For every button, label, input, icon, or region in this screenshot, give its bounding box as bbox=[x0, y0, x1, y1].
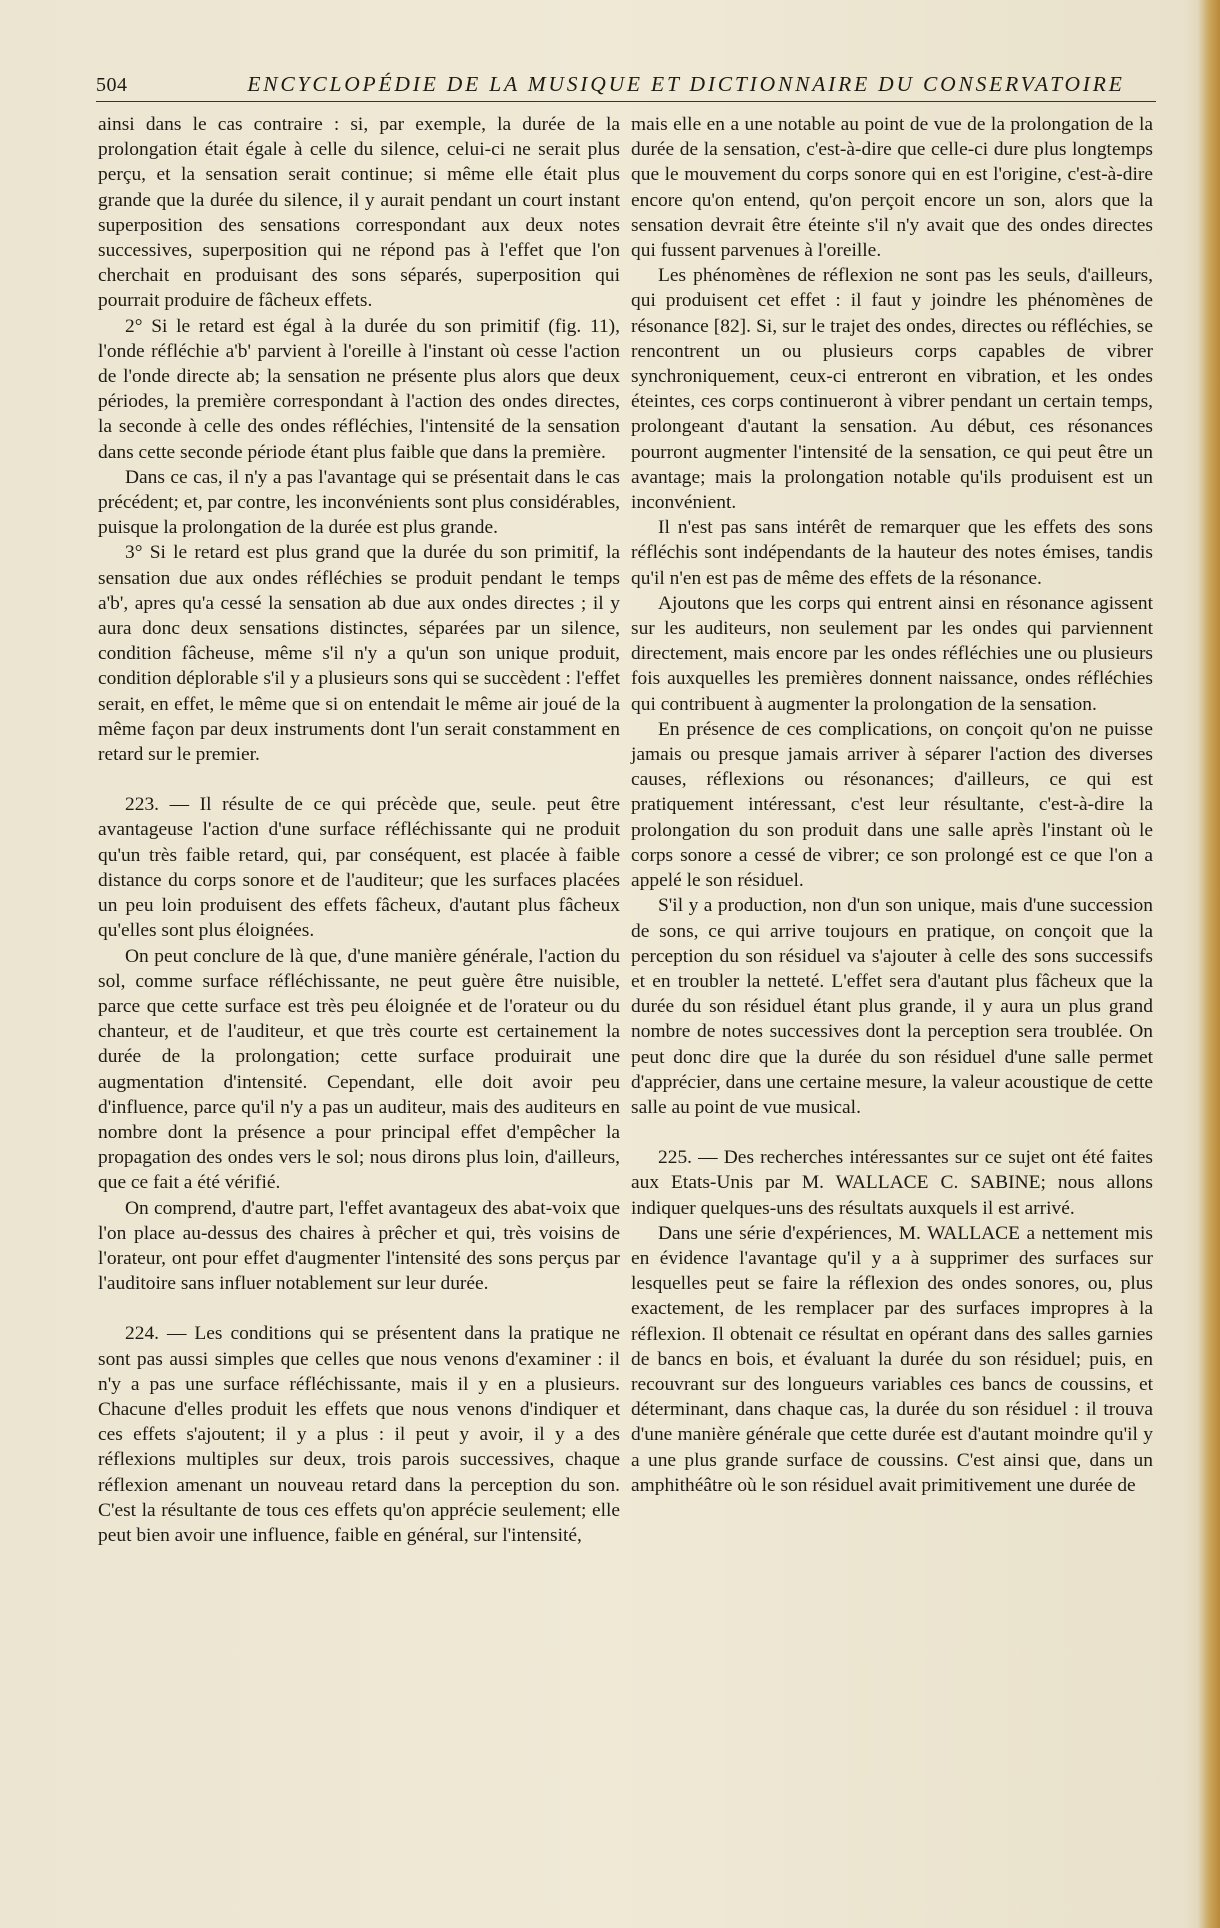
paragraph: Les phénomènes de réflexion ne sont pas les seuls, d'ailleurs, qui produisent cet effet : il faut y joindre les phénomènes de résonance [82]. Si, sur le trajet des ondes, directes ou réfléchies, se rencontrent un ou plusieurs corps capables de vibrer synchroniquement, ceux-ci entreront en vibration, et les ondes éteintes, ces corps continueront à vibrer pendant un certain temps, prolongeant d'autant la sensation. Au début, ces résonances pourront augmenter l'intensité de la sensation, ce qui peut être un avantage; mais la prolongation notable qu'ils produisent est un inconvénient. bbox=[631, 265, 1153, 514]
paragraph: Ajoutons que les corps qui entrent ainsi en résonance agissent sur les auditeurs, non seulement par les ondes qui parviennent directement, mais encore par les ondes réfléchies une ou plusieurs fois auxquelles les premières donnent naissance, ondes réfléchies qui contribuent à augmenter la prolongation de la sensation. bbox=[631, 592, 1153, 715]
paragraph: ainsi dans le cas contraire : si, par exemple, la durée de la prolongation était égale à celle du silence, celui-ci ne serait plus perçu, et la sensation serait continue; si même elle était plus grande que la durée du silence, il y aurait pendant un court instant superposition des sensations correspondant aux deux notes successives, superposition qui ne répond pas à l'effet que l'on cherchait en produisant des sons séparés, superposition qui pourrait produire de fâcheux effets. bbox=[98, 114, 620, 312]
paragraph: On comprend, d'autre part, l'effet avantageux des abat-voix que l'on place au-dessus des chaires à prêcher et qui, très voisins de l'orateur, ont pour effet d'augmenter l'intensité des sons perçus par l'auditoire sans influer notablement sur leur durée. bbox=[98, 1197, 620, 1295]
section-224-paragraph: 224. — Les conditions qui se présentent dans la pratique ne sont pas aussi simples que celles que nous venons d'examiner : il n'y a pas une surface réfléchissante, mais il y en a plusieurs. Chacune d'elles produit les effets que nous venons d'indiquer et ces effets s'ajoutent; il y a plus : il peut y avoir, il y a des réflexions multiples sur deux, trois parois successives, chaque réflexion amenant un nouveau retard dans la perception du son. C'est la résultante de tous ces effets qu'on apprécie seulement; elle peut bien avoir une influence, faible en général, sur l'intensité, bbox=[98, 1323, 620, 1546]
paragraph: Il n'est pas sans intérêt de remarquer que les effets des sons réfléchis sont indépendants de la hauteur des notes émises, tandis qu'il n'en est pas de même des effets de la résonance. bbox=[631, 517, 1153, 589]
right-column bbox=[631, 112, 1153, 1498]
paragraph: S'il y a production, non d'un son unique, mais d'une succession de sons, ce qui arrive toujours en pratique, on conçoit que la perception du son résiduel va s'ajouter à celle des sons successifs et en troubler la netteté. L'effet sera d'autant plus fâcheux que la durée du son résiduel étant plus grande, il y aura un plus grand nombre de notes successives dont la perception sera troublée. On peut donc dire que la durée du son résiduel d'une salle permet d'apprécier, dans une certaine mesure, la valeur acoustique de cette salle au point de vue musical. bbox=[631, 895, 1153, 1118]
paragraph: 3° Si le retard est plus grand que la durée du son primitif, la sensation due aux ondes réfléchies se produit pendant le temps a'b', apres qu'a cessé la sensation ab due aux ondes directes ; il y aura donc deux sensations distinctes, séparées par un silence, condition fâcheuse, même s'il n'y a qu'un son unique produit, condition déplorable s'il y a plusieurs sons qui se succèdent : l'effet serait, en effet, le même que si on entendait le même air joué de la même façon par deux instruments dont l'un serait constamment en retard sur le premier. bbox=[98, 542, 620, 766]
running-title: ENCYCLOPÉDIE DE LA MUSIQUE ET DICTIONNAIRE DU CONSERVATOIRE bbox=[247, 72, 1125, 96]
section-225-paragraph: 225. — Des recherches intéressantes sur ce sujet ont été faites aux Etats-Unis par M. WALLACE C. SABINE; nous allons indiquer quelques-uns des résultats auxquels il est arrivé. bbox=[631, 1147, 1153, 1219]
running-head bbox=[96, 70, 1156, 100]
page-edge bbox=[1198, 0, 1220, 1928]
paragraph: On peut conclure de là que, d'une manière générale, l'action du sol, comme surface réfléchissante, ne peut guère être nuisible, parce que cette surface est très peu éloignée et de l'orateur ou du chanteur, et de l'auditeur, et que très courte est certainement la durée de la prolongation; cette surface produirait une augmentation d'intensité. Cependant, elle doit avoir peu d'influence, parce qu'il n'y a pas un auditeur, mais des auditeurs en nombre dont la présence a pour principal effet d'empêcher la propagation des ondes vers le sol; nous dirons plus loin, d'ailleurs, que ce fait a été vérifié. bbox=[98, 945, 620, 1194]
paragraph: Dans une série d'expériences, M. WALLACE a nettement mis en évidence l'avantage qu'il y a à supprimer des surfaces sur lesquelles peut se faire la réflexion des ondes sonores, ou, plus exactement, de les remplacer par des surfaces impropres à la réflexion. Il obtenait ce résultat en opérant dans des salles garnies de bancs en bois, et évaluant la durée du son résiduel; puis, en recouvrant sur des longueurs variables ces bancs de coussins, et déterminant, dans chaque cas, la durée du son résiduel : il trouva d'une manière générale que cette durée est d'autant moindre qu'il y a une plus grande surface de coussins. C'est ainsi que, dans un amphithéâtre où le son résiduel avait primitivement une durée de bbox=[631, 1222, 1153, 1496]
header-rule bbox=[96, 101, 1156, 102]
paragraph: mais elle en a une notable au point de vue de la prolongation de la durée de la sensation, c'est-à-dire que celle-ci dure plus longtemps que le mouvement du corps sonore qui en est l'origine, c'est-à-dire encore qu'on entend, qu'on perçoit encore un son, alors que la sensation devrait être éteinte s'il n'y avait que des ondes directes qui fussent parvenues à l'oreille. bbox=[631, 114, 1153, 262]
paragraph: En présence de ces complications, on conçoit qu'on ne puisse jamais ou presque jamais arriver à séparer l'action des diverses causes, réflexions ou résonances; d'ailleurs, ce qui est pratiquement intéressant, c'est leur résultante, c'est-à-dire la prolongation du son produit dans une salle après l'instant où le corps sonore a cessé de vibrer; ce son prolongé est ce que l'on a appelé le son résiduel. bbox=[631, 718, 1153, 892]
paragraph: Dans ce cas, il n'y a pas l'avantage qui se présentait dans le cas précédent; et, par contre, les inconvénients sont plus considérables, puisque la prolongation de la durée est plus grande. bbox=[98, 466, 620, 539]
paragraph: 2° Si le retard est égal à la durée du son primitif (fig. 11), l'onde réfléchie a'b' parvient à l'oreille à l'instant où cesse l'action de l'onde directe ab; la sensation ne présente plus alors que deux périodes, la première correspondant à l'action des ondes directes, la seconde à celle des ondes réfléchies, l'intensité de la sensation dans cette seconde période étant plus faible que dans la première. bbox=[98, 315, 620, 463]
left-column bbox=[98, 112, 620, 1548]
page-number: 504 bbox=[96, 74, 128, 96]
section-223-paragraph: 223. — Il résulte de ce qui précède que, seule. peut être avantageuse l'action d'une surface réfléchissante qui ne produit qu'un très faible retard, qui, par conséquent, est placée à faible distance du corps sonore et de l'auditeur; que les surfaces placées un peu loin produisent des effets fâcheux, d'autant plus fâcheux qu'elles sont plus éloignées. bbox=[98, 794, 620, 942]
